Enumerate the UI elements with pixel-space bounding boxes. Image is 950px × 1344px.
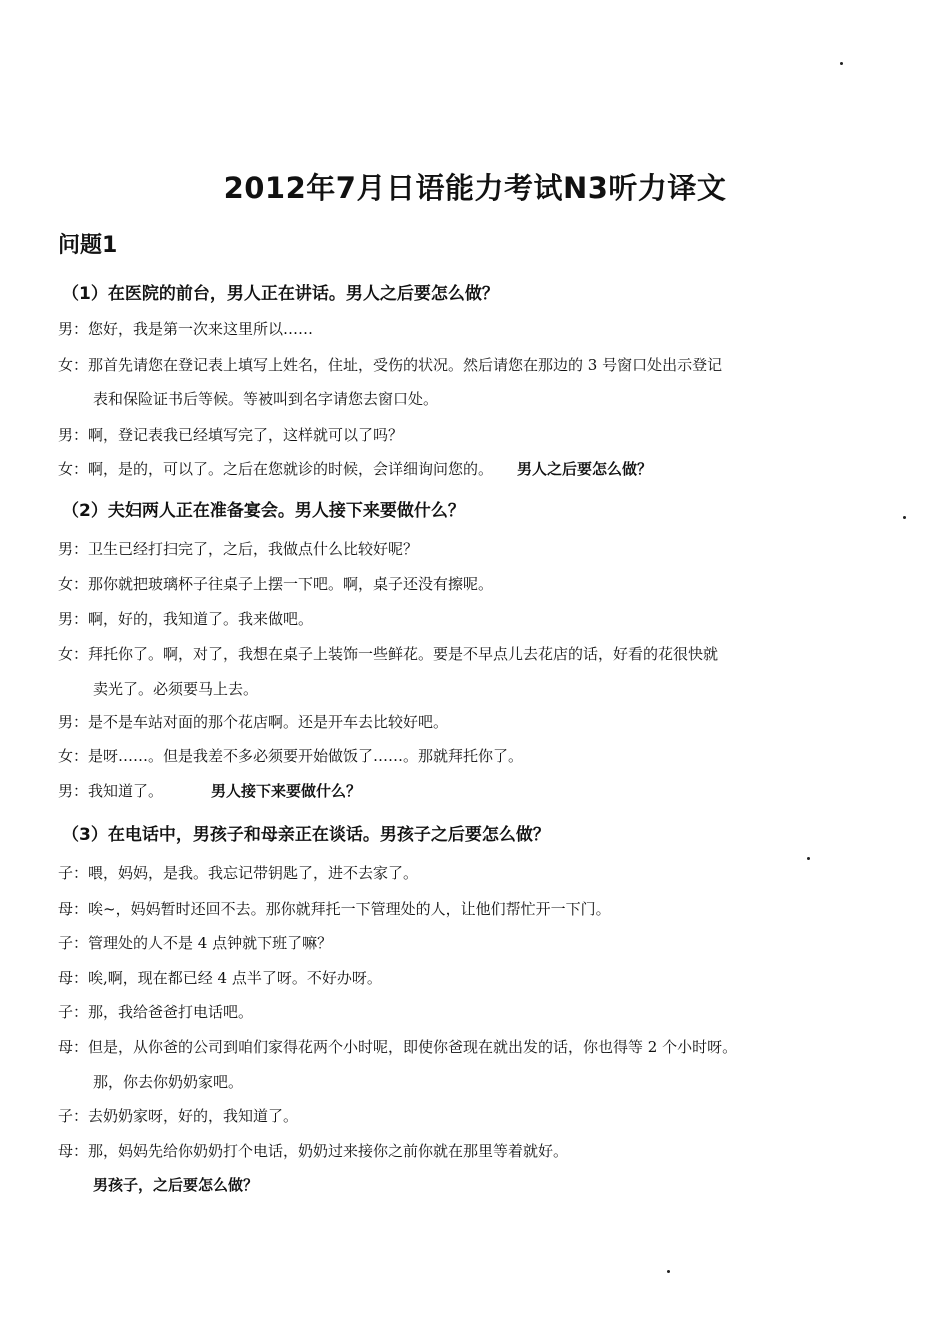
dialogue-text: 女：啊，是的，可以了。之后在您就诊的时候，会详细询问您的。 xyxy=(58,460,494,478)
dialogue-line-continued: 表和保险证书后等候。等被叫到名字请您去窗口处。 xyxy=(93,390,439,408)
dialogue-line: 女：拜托你了。啊，对了，我想在桌子上装饰一些鲜花。要是不早点儿去花店的话，好看的花很快就 xyxy=(58,645,719,663)
dialogue-line: 母：唉~，妈妈暂时还回不去。那你就拜托一下管理处的人，让他们帮忙开一下门。 xyxy=(58,900,611,918)
scan-speck xyxy=(667,1270,670,1273)
dialogue-line: 母：唉,啊，现在都已经 4 点半了呀。不好办呀。 xyxy=(58,969,382,987)
dialogue-line: 男：是不是车站对面的那个花店啊。还是开车去比较好吧。 xyxy=(58,713,449,731)
scan-speck xyxy=(903,516,906,519)
scan-speck xyxy=(807,857,810,860)
dialogue-line: 子：管理处的人不是 4 点钟就下班了嘛？ xyxy=(58,934,333,952)
dialogue-line: 男：啊，登记表我已经填写完了，这样就可以了吗？ xyxy=(58,426,404,444)
dialogue-line: 子：去奶奶家呀，好的，我知道了。 xyxy=(58,1107,299,1125)
question-prompt: 男人接下来要做什么？ xyxy=(211,782,362,800)
dialogue-line-continued: 那，你去你奶奶家吧。 xyxy=(93,1073,244,1091)
dialogue-line xyxy=(58,780,361,801)
dialogue-line: 子：那，我给爸爸打电话吧。 xyxy=(58,1003,254,1021)
question-3-heading: （3）在电话中，男孩子和母亲正在谈话。男孩子之后要怎么做？ xyxy=(62,825,550,845)
dialogue-text: 男：我知道了。 xyxy=(58,782,164,800)
dialogue-line: 女：那首先请您在登记表上填写上姓名，住址，受伤的状况。然后请您在那边的 3 号窗口处出示登记 xyxy=(58,356,723,374)
dialogue-line: 子：喂，妈妈，是我。我忘记带钥匙了，进不去家了。 xyxy=(58,864,419,882)
question-1-heading: （1）在医院的前台，男人正在讲话。男人之后要怎么做？ xyxy=(62,284,499,304)
dialogue-line: 女：那你就把玻璃杯子往桌子上摆一下吧。啊，桌子还没有擦呢。 xyxy=(58,575,494,593)
scan-speck xyxy=(840,62,843,65)
question-2-heading: （2）夫妇两人正在准备宴会。男人接下来要做什么？ xyxy=(62,501,465,521)
dialogue-line: 女：是呀……。但是我差不多必须要开始做饭了……。那就拜托你了。 xyxy=(58,747,524,765)
dialogue-line-continued: 卖光了。必须要马上去。 xyxy=(93,680,259,698)
dialogue-line: 男：卫生已经打扫完了，之后，我做点什么比较好呢？ xyxy=(58,540,419,558)
dialogue-line xyxy=(58,458,652,479)
dialogue-line: 母：但是，从你爸的公司到咱们家得花两个小时呢，即使你爸现在就出发的话，你也得等 2 个小时呀。 xyxy=(58,1038,738,1056)
question-prompt: 男孩子，之后要怎么做？ xyxy=(93,1176,259,1194)
dialogue-line: 母：那，妈妈先给你奶奶打个电话，奶奶过来接你之前你就在那里等着就好。 xyxy=(58,1142,569,1160)
page-title: 2012年7月日语能力考试N3听力译文 xyxy=(223,171,727,205)
dialogue-line: 男：啊，好的，我知道了。我来做吧。 xyxy=(58,610,314,628)
section-heading: 问题1 xyxy=(58,233,118,258)
dialogue-line: 男：您好，我是第一次来这里所以…… xyxy=(58,320,314,338)
question-prompt: 男人之后要怎么做？ xyxy=(517,460,653,478)
